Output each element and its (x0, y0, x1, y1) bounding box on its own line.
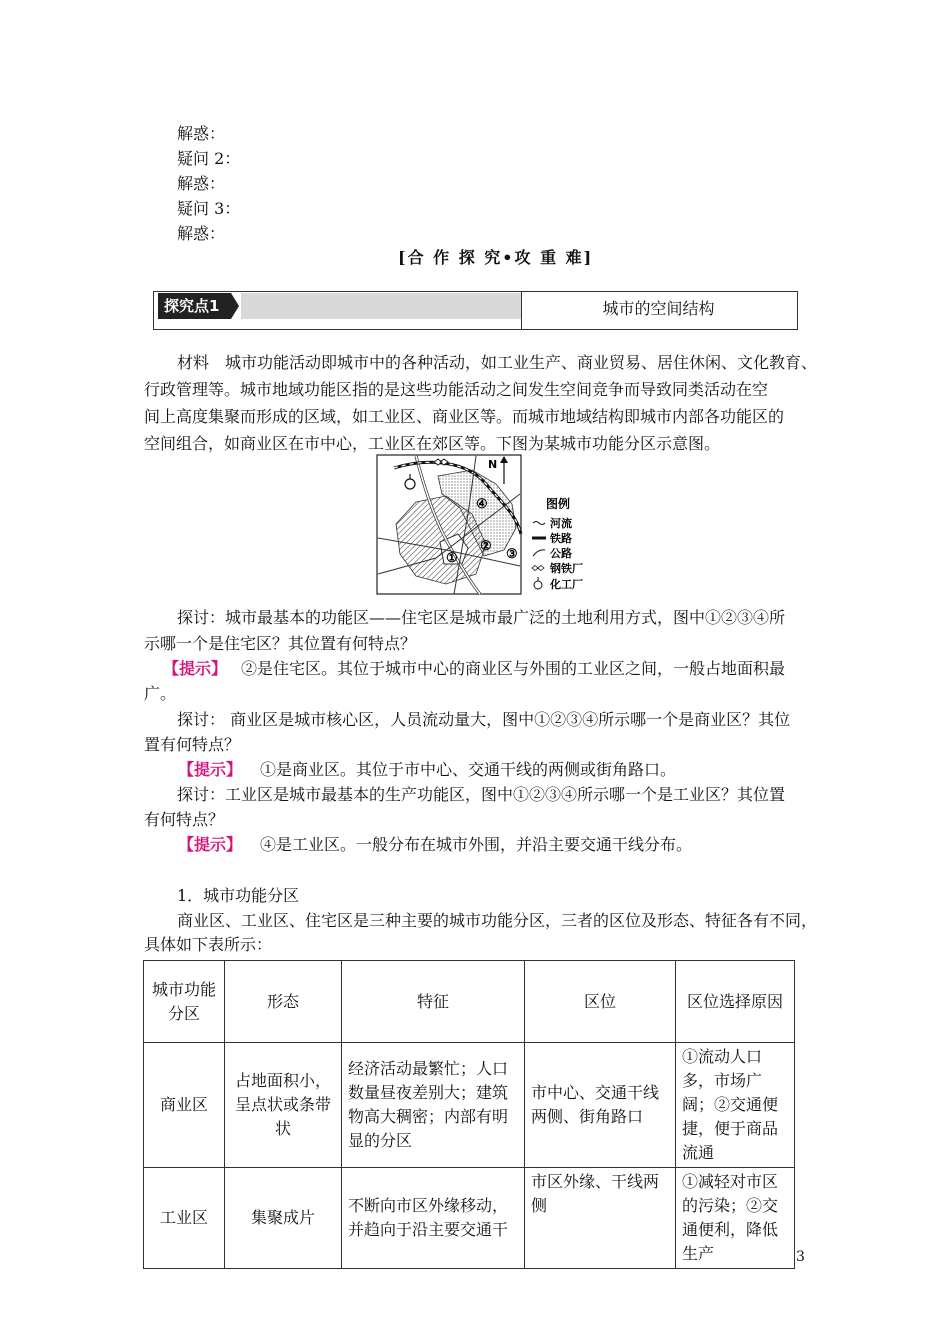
section-title: [合 作 探 究•攻 重 难] (398, 248, 594, 267)
zone-label-2: ② (480, 539, 492, 554)
legend-title: 图例 (546, 497, 571, 511)
legend-chemical: 化工厂 (550, 578, 583, 591)
table-cell: 市区外缘、干线两侧 (525, 1168, 676, 1269)
page-number: 3 (796, 1249, 805, 1265)
table-cell: 经济活动最繁忙；人口数量昼夜差别大；建筑物高大稠密；内部有明显的分区 (342, 1043, 525, 1168)
topic-title: 城市的空间结构 (602, 299, 715, 318)
header-cell: 形态 (225, 961, 342, 1043)
answer-1-text: ②是住宅区。其位于城市中心的商业区与外围的工业区之间，一般占地面积最 (241, 659, 786, 678)
topic-tag-bar (241, 293, 521, 319)
question-3-line-1: 探讨：工业区是城市最基本的生产功能区，图中①②③④所示哪一个是工业区？其位置 (177, 785, 786, 804)
answer-2-line (178, 760, 676, 780)
function-zone-table (143, 960, 795, 1269)
legend-road-icon (533, 550, 545, 556)
legend-railway: 铁路 (550, 532, 572, 545)
answer-1-line-2: 广。 (144, 684, 177, 703)
table-cell: 商业区 (144, 1043, 225, 1168)
header-cell: 区位选择原因 (676, 961, 795, 1043)
header-cell: 特征 (342, 961, 525, 1043)
table-cell: ①减轻对市区的污染；②交通便利，降低生产 (676, 1168, 795, 1269)
material-line-1: 材料 城市功能活动即城市中的各种活动，如工业生产、商业贸易、居住休闲、文化教育、 (177, 353, 818, 372)
legend-chemical-icon (534, 581, 542, 589)
legend-steel-icon (532, 566, 544, 571)
summary-line-2: 具体如下表所示： (144, 935, 273, 954)
intro-line-5: 解惑： (177, 224, 226, 243)
intro-line-1: 解惑： (177, 124, 226, 143)
answer-1-line-1 (163, 659, 785, 679)
material-line-3: 间上高度集聚而形成的区域，如工业区、商业区等。而城市地域结构即城市内部各功能区的 (144, 407, 785, 426)
table-cell: 市中心、交通干线两侧、街角路口 (525, 1043, 676, 1168)
material-line-2: 行政管理等。城市地域功能区指的是这些功能活动之间发生空间竞争而导致同类活动在空 (144, 380, 769, 399)
table-header-row (144, 961, 795, 1043)
table-cell: 不断向市区外缘移动，并趋向于沿主要交通干 (342, 1168, 525, 1269)
summary-heading: 1．城市功能分区 (177, 886, 300, 905)
hint-label: 【提示】 (178, 760, 243, 779)
zone-label-1: ① (446, 551, 458, 566)
legend-river: 河流 (550, 517, 572, 530)
zone-label-3: ③ (506, 547, 518, 562)
header-cell: 城市功能分区 (144, 961, 225, 1043)
answer-3-line (178, 835, 692, 855)
material-line-4: 空间组合，如商业区在市中心，工业区在郊区等。下图为某城市功能分区示意图。 (144, 434, 721, 453)
question-2-line-2: 置有何特点？ (144, 735, 241, 754)
topic-tag-label: 探究点1 (158, 293, 231, 319)
hint-label: 【提示】 (178, 835, 243, 854)
table-row (144, 1168, 795, 1269)
table-cell: 占地面积小，呈点状或条带状 (225, 1043, 342, 1168)
legend-road: 公路 (550, 547, 572, 560)
question-3-line-2: 有何特点？ (144, 810, 225, 829)
chemical-plant-icon (405, 479, 415, 489)
answer-3-text: ④是工业区。一般分布在城市外围，并沿主要交通干线分布。 (260, 835, 693, 854)
topic-tag-arrow-icon (231, 293, 239, 319)
city-function-map (376, 454, 588, 596)
hint-label: 【提示】 (163, 659, 228, 678)
table-cell: ①流动人口多，市场广阔；②交通便捷，便于商品流通 (676, 1043, 795, 1168)
intro-line-3: 解惑： (177, 174, 226, 193)
header-cell: 区位 (525, 961, 676, 1043)
table-row (144, 1043, 795, 1168)
zone-label-4: ④ (476, 497, 488, 512)
table-cell: 集聚成片 (225, 1168, 342, 1269)
question-1-line-1: 探讨：城市最基本的功能区——住宅区是城市最广泛的土地利用方式，图中①②③④所 (177, 608, 786, 627)
legend-river-icon (533, 522, 545, 525)
intro-line-4: 疑问 3： (177, 199, 241, 218)
north-label: N (488, 458, 498, 471)
summary-line-1: 商业区、工业区、住宅区是三种主要的城市功能分区，三者的区位及形态、特征各有不同， (177, 911, 818, 930)
answer-2-text: ①是商业区。其位于市中心、交通干线的两侧或街角路口。 (260, 760, 677, 779)
intro-line-2: 疑问 2： (177, 149, 241, 168)
question-2-line-1: 探讨： 商业区是城市核心区，人员流动量大，图中①②③④所示哪一个是商业区？其位 (177, 710, 791, 729)
table-cell: 工业区 (144, 1168, 225, 1269)
legend-steel: 钢铁厂 (550, 562, 583, 575)
question-1-line-2: 示哪一个是住宅区？其位置有何特点？ (144, 634, 417, 653)
